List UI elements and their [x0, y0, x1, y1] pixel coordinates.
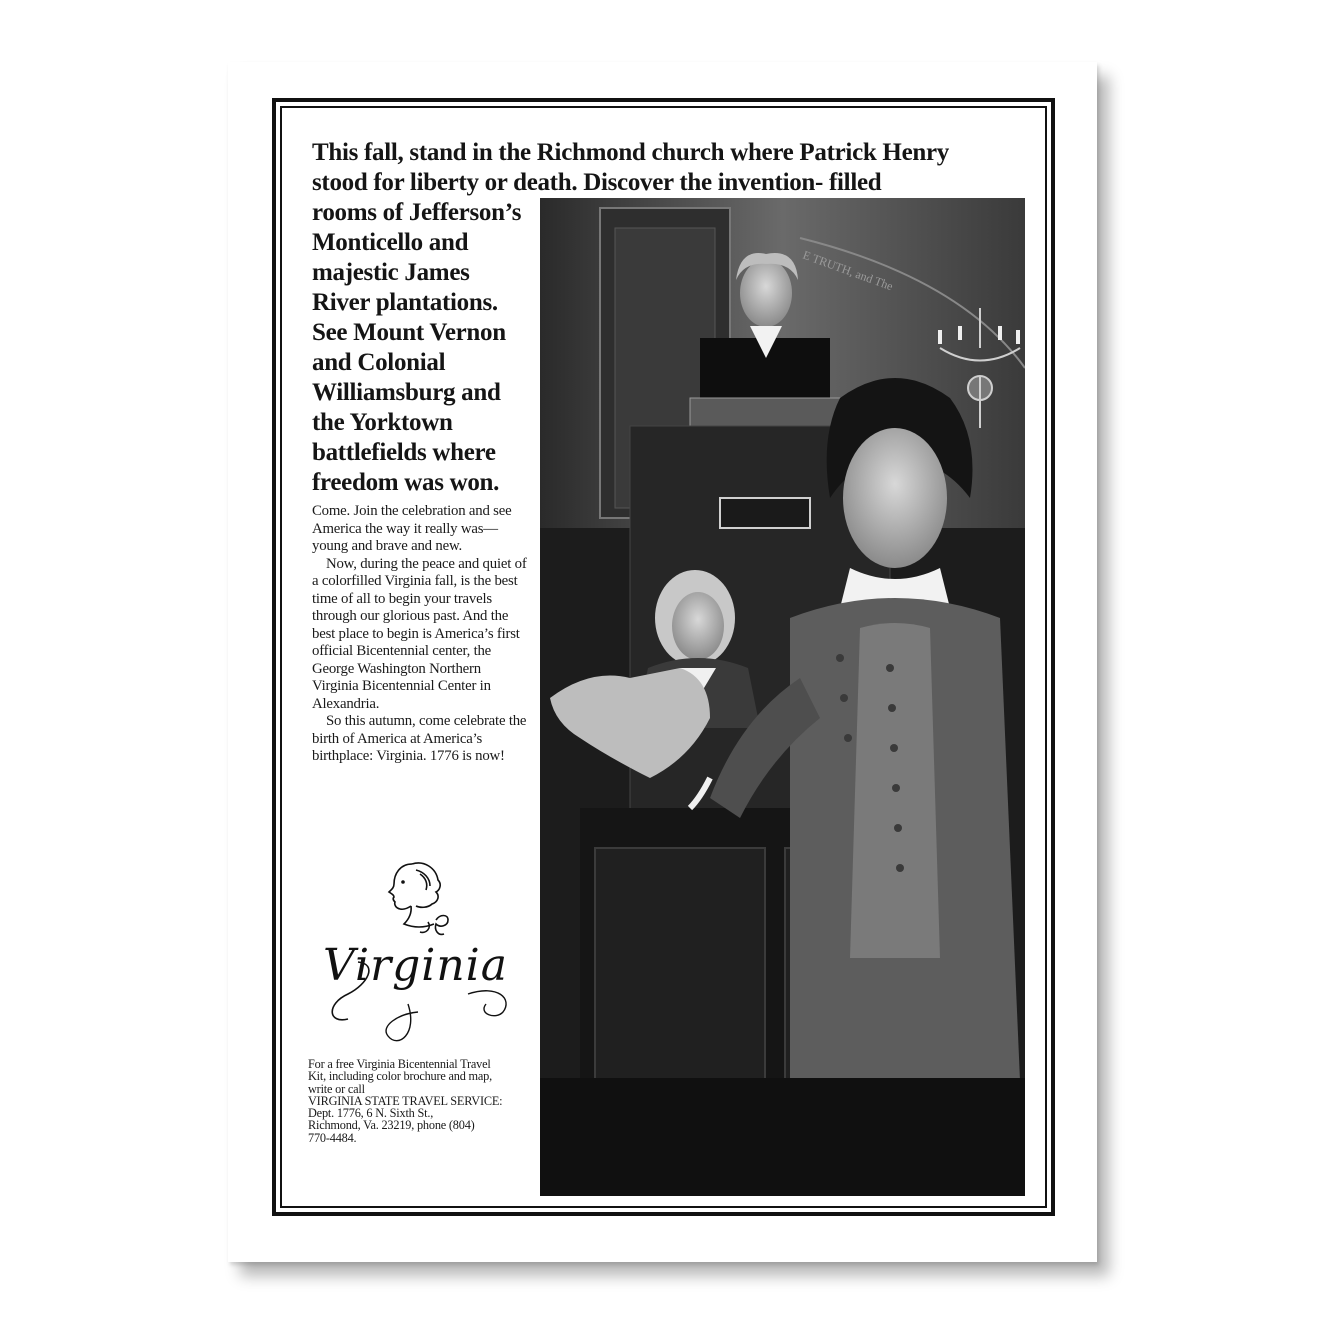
headline-line: and Colonial	[312, 349, 446, 376]
church-scene-photo	[540, 198, 1025, 1196]
body-paragraph: Now, during the peace and quiet of a colorfilled Virginia fall, is the best time of all to begin your travels through our glorious past. And the best place to begin is America’s first official Bicentennial center, the George Washington Northern Virginia Bicentennial Center in Alexandria.	[312, 555, 527, 712]
virginia-wordmark: Virginia	[323, 940, 508, 991]
contact-line: For a free Virginia Bicentennial Travel	[308, 1057, 491, 1071]
headline-full-width	[312, 138, 1032, 198]
headline-line: Williamsburg and	[312, 379, 501, 406]
headline-line: Monticello and	[312, 229, 469, 256]
headline-line: rooms of Jefferson’s	[312, 199, 522, 226]
contact-line: 770-4484.	[308, 1130, 357, 1145]
headline-line: the Yorktown	[312, 409, 453, 436]
headline-line: freedom was won.	[312, 469, 500, 496]
headline-column	[312, 198, 542, 498]
body-copy	[312, 503, 530, 766]
headline-line: See Mount Vernon	[312, 319, 506, 346]
contact-line: Richmond, Va. 23219, phone (804)	[308, 1118, 475, 1133]
contact-line: write or call	[308, 1081, 365, 1096]
headline-line: This fall, stand in the Richmond church where Patrick Henry	[312, 139, 949, 166]
contact-line: Dept. 1776, 6 N. Sixth St.,	[308, 1106, 434, 1121]
headline-line: battlefields where	[312, 439, 496, 466]
headline-line: stood for liberty or death. Discover the invention- filled	[312, 169, 882, 196]
virginia-logo	[308, 844, 528, 1044]
headline-line: majestic James	[312, 259, 470, 286]
headline-line: River plantations.	[312, 289, 498, 316]
magazine-ad-page	[228, 62, 1097, 1262]
photo-illustration	[540, 198, 1025, 1196]
wall-inscription: E TRUTH, and The	[800, 247, 895, 294]
body-paragraph: So this autumn, come celebrate the birth of America at America’s birthplace: Virginia. 1776 is now!	[312, 713, 527, 764]
pulpit-plaque	[720, 498, 810, 528]
body-paragraph: Come. Join the celebration and see America the way it really was—young and brave and new.	[312, 503, 512, 554]
contact-line: VIRGINIA STATE TRAVEL SERVICE:	[308, 1093, 503, 1108]
contact-info	[308, 1058, 538, 1144]
contact-line: Kit, including color brochure and map,	[308, 1069, 492, 1084]
